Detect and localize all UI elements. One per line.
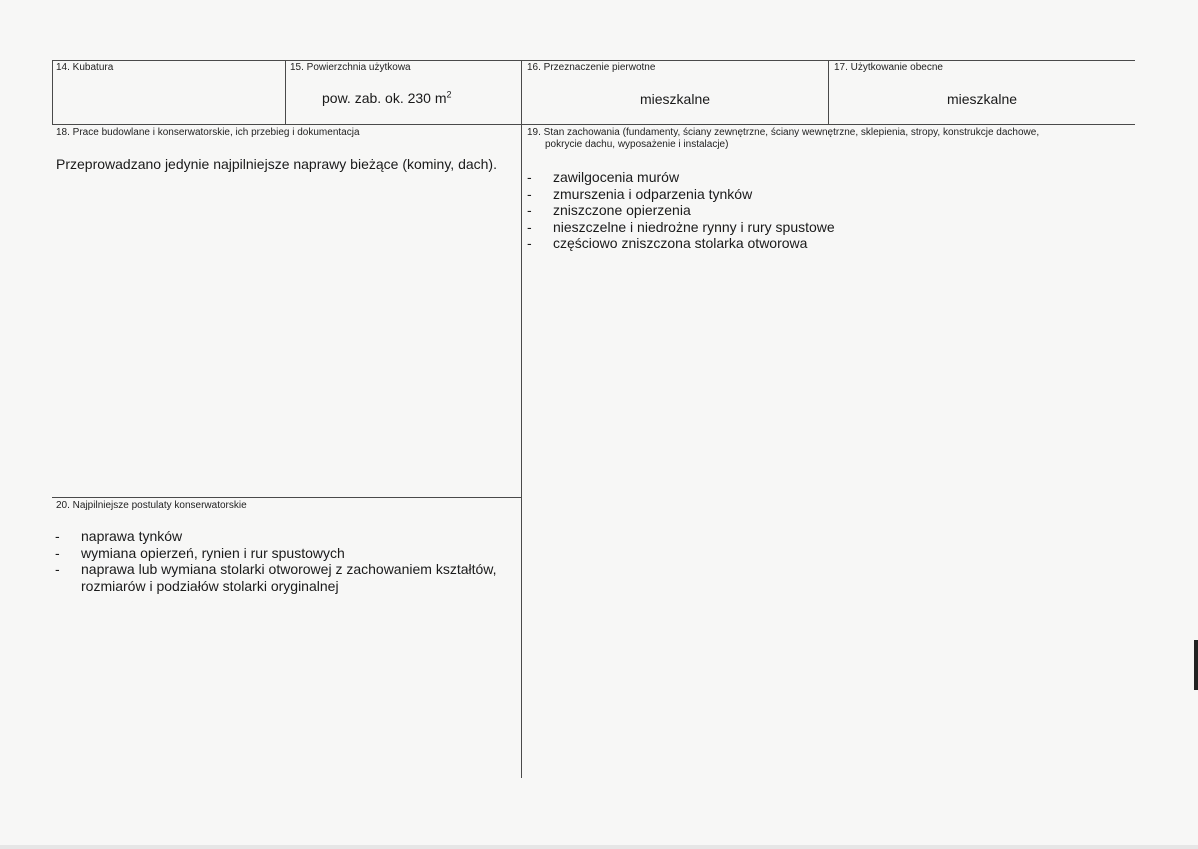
field-17-value: mieszkalne xyxy=(946,91,1018,107)
list-item xyxy=(55,528,497,545)
list-item xyxy=(527,235,835,252)
area-unit-superscript: 2 xyxy=(446,89,452,100)
field-16-label: 16. Przeznaczenie pierwotne xyxy=(527,62,656,73)
field-20-list xyxy=(55,528,497,594)
field-14-label: 14. Kubatura xyxy=(56,62,114,73)
dash-bullet: - xyxy=(55,561,60,577)
field-18-text: Przeprowadzano jedynie najpilniejsze naprawy bieżące (kominy, dach). xyxy=(56,156,497,172)
field-19-label-line2: pokrycie dachu, wyposażenie i instalacje) xyxy=(545,139,729,150)
list-item-text: zniszczone opierzenia xyxy=(553,202,691,218)
row1-bottom-line xyxy=(52,124,1135,125)
list-item xyxy=(55,561,497,578)
field-15-label: 15. Powierzchnia użytkowa xyxy=(290,62,411,73)
field-18-label: 18. Prace budowlane i konserwatorskie, ich przebieg i dokumentacja xyxy=(56,127,360,138)
scan-edge-mark xyxy=(1194,640,1198,690)
field20-top-line xyxy=(52,497,521,498)
dash-bullet: - xyxy=(527,185,532,202)
list-item-continuation xyxy=(55,578,497,595)
scan-bottom-edge xyxy=(0,845,1198,849)
field-19-label-line1: 19. Stan zachowania (fundamenty, ściany zewnętrzne, ściany wewnętrzne, sklepienia, stropy, konstrukcje dachowe, xyxy=(527,127,1040,138)
list-item-text: naprawa tynków xyxy=(81,528,183,544)
dash-bullet: - xyxy=(527,169,532,185)
dash-bullet: - xyxy=(55,544,60,561)
list-item xyxy=(527,202,835,219)
dash-bullet: - xyxy=(527,202,532,218)
list-item-text: rozmiarów i podziałów stolarki oryginalnej xyxy=(81,577,339,594)
list-item-text: częściowo zniszczona stolarka otworowa xyxy=(553,235,808,251)
field-19-list xyxy=(527,169,835,252)
list-item xyxy=(527,169,835,186)
dash-bullet: - xyxy=(527,235,532,251)
dash-bullet: - xyxy=(55,528,60,544)
list-item xyxy=(527,186,835,203)
list-item xyxy=(527,219,835,236)
list-item xyxy=(55,545,497,562)
field-20-label: 20. Najpilniejsze postulaty konserwatorskie xyxy=(56,500,247,511)
list-item-text: wymiana opierzeń, rynien i rur spustowych xyxy=(81,544,345,561)
list-item-text: zawilgocenia murów xyxy=(553,169,680,185)
top-border-line xyxy=(52,60,1135,61)
dash-bullet: - xyxy=(527,218,532,235)
list-item-text: nieszczelne i niedrożne rynny i rury spustowe xyxy=(553,218,835,235)
field-17-label: 17. Użytkowanie obecne xyxy=(834,62,943,73)
area-value-text: pow. zab. ok. 230 m xyxy=(322,90,447,106)
list-item-text: zmurszenia i odparzenia tynków xyxy=(553,185,753,202)
field-16-value: mieszkalne xyxy=(639,91,711,107)
field-15-value xyxy=(322,90,452,106)
left-border-line xyxy=(52,60,53,125)
center-divider xyxy=(521,60,522,778)
list-item-text: naprawa lub wymiana stolarki otworowej z zachowaniem kształtów, xyxy=(81,561,497,577)
divider-14-15 xyxy=(285,60,286,125)
